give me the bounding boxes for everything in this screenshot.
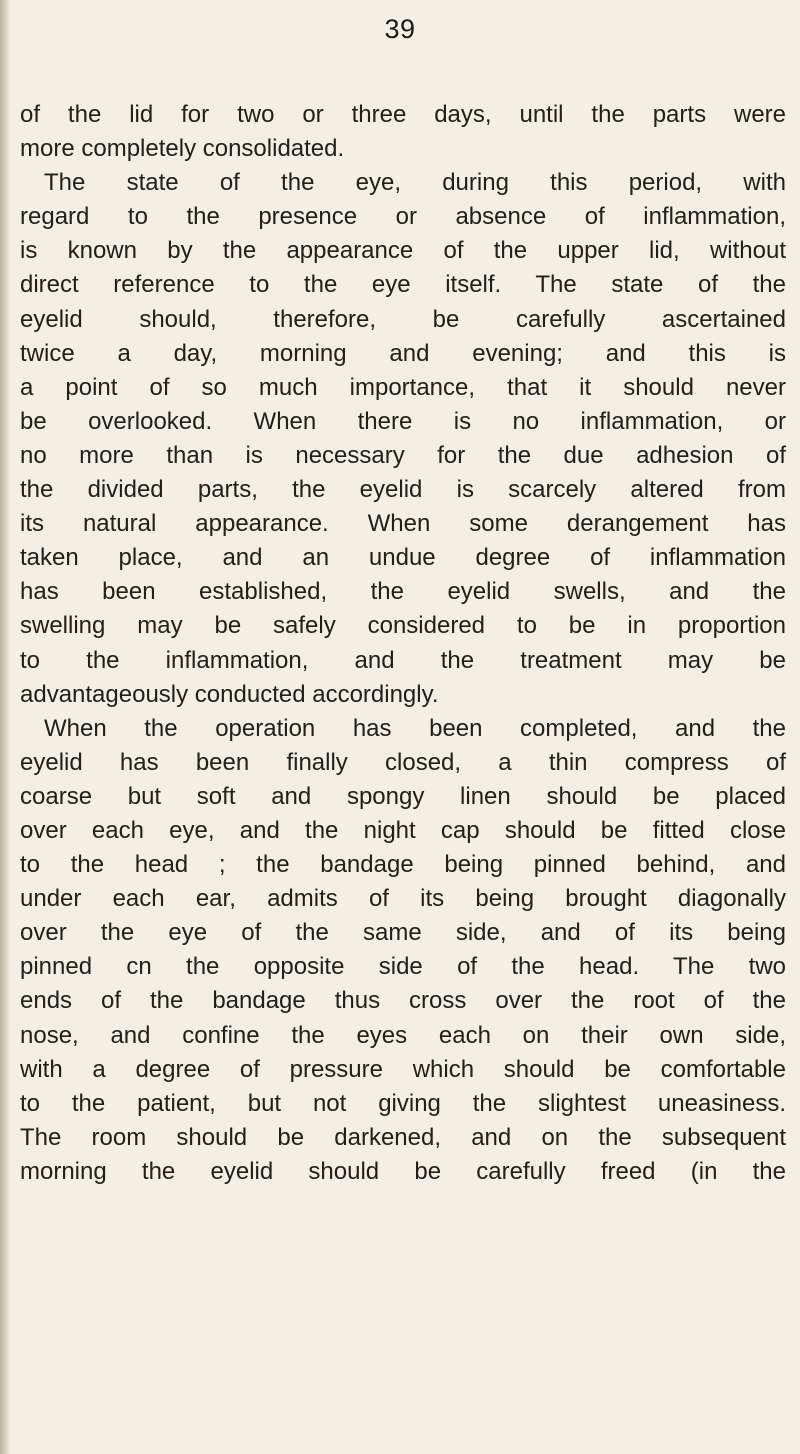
text-line: nose, and confine the eyes each on their own side,	[20, 1021, 786, 1049]
text-line: taken place, and an undue degree of inflammation	[20, 544, 786, 572]
text-line: The state of the eye, during this period, with	[44, 169, 786, 197]
text-line: a point of so much importance, that it should never	[20, 373, 786, 401]
text-line: When the operation has been completed, and the	[44, 714, 786, 742]
text-line: under each ear, admits of its being brought diagonally	[20, 885, 786, 913]
text-line: coarse but soft and spongy linen should be placed	[20, 782, 786, 810]
text-line: over the eye of the same side, and of its being	[20, 919, 786, 947]
text-line: direct reference to the eye itself. The state of the	[20, 271, 786, 299]
text-line: pinned cn the opposite side of the head. The two	[20, 953, 786, 981]
text-line: be overlooked. When there is no inflammation, or	[20, 407, 786, 435]
text-line: of the lid for two or three days, until the parts were	[20, 101, 786, 128]
text-line: to the inflammation, and the treatment may be	[20, 646, 786, 674]
text-line: swelling may be safely considered to be in proportion	[20, 612, 786, 640]
page-number: 39	[384, 14, 416, 44]
text-line: advantageously conducted accordingly.	[20, 680, 439, 708]
text-line: morning the eyelid should be carefully freed (in the	[20, 1157, 786, 1185]
text-line: over each eye, and the night cap should be fitted close	[20, 816, 786, 844]
text-line: The room should be darkened, and on the subsequent	[20, 1123, 786, 1151]
text-line: eyelid has been finally closed, a thin compress of	[20, 748, 786, 776]
body-text	[20, 98, 786, 1189]
text-line: to the head ; the bandage being pinned behind, and	[20, 851, 786, 879]
page-gutter-shadow	[0, 0, 10, 1454]
text-line: eyelid should, therefore, be carefully ascertained	[20, 305, 786, 333]
text-line: to the patient, but not giving the slightest uneasiness.	[20, 1089, 786, 1117]
text-line: ends of the bandage thus cross over the root of the	[20, 987, 786, 1015]
text-line: the divided parts, the eyelid is scarcely altered from	[20, 476, 786, 504]
text-line: regard to the presence or absence of inflammation,	[20, 203, 786, 231]
text-line: is known by the appearance of the upper lid, without	[20, 237, 786, 265]
text-line: more completely consolidated.	[20, 135, 345, 163]
text-line: with a degree of pressure which should be comfortable	[20, 1055, 786, 1083]
text-line: twice a day, morning and evening; and this is	[20, 339, 786, 367]
text-line: no more than is necessary for the due adhesion of	[20, 441, 786, 469]
text-line: has been established, the eyelid swells, and the	[20, 578, 786, 606]
text-line: its natural appearance. When some derangement has	[20, 510, 786, 538]
